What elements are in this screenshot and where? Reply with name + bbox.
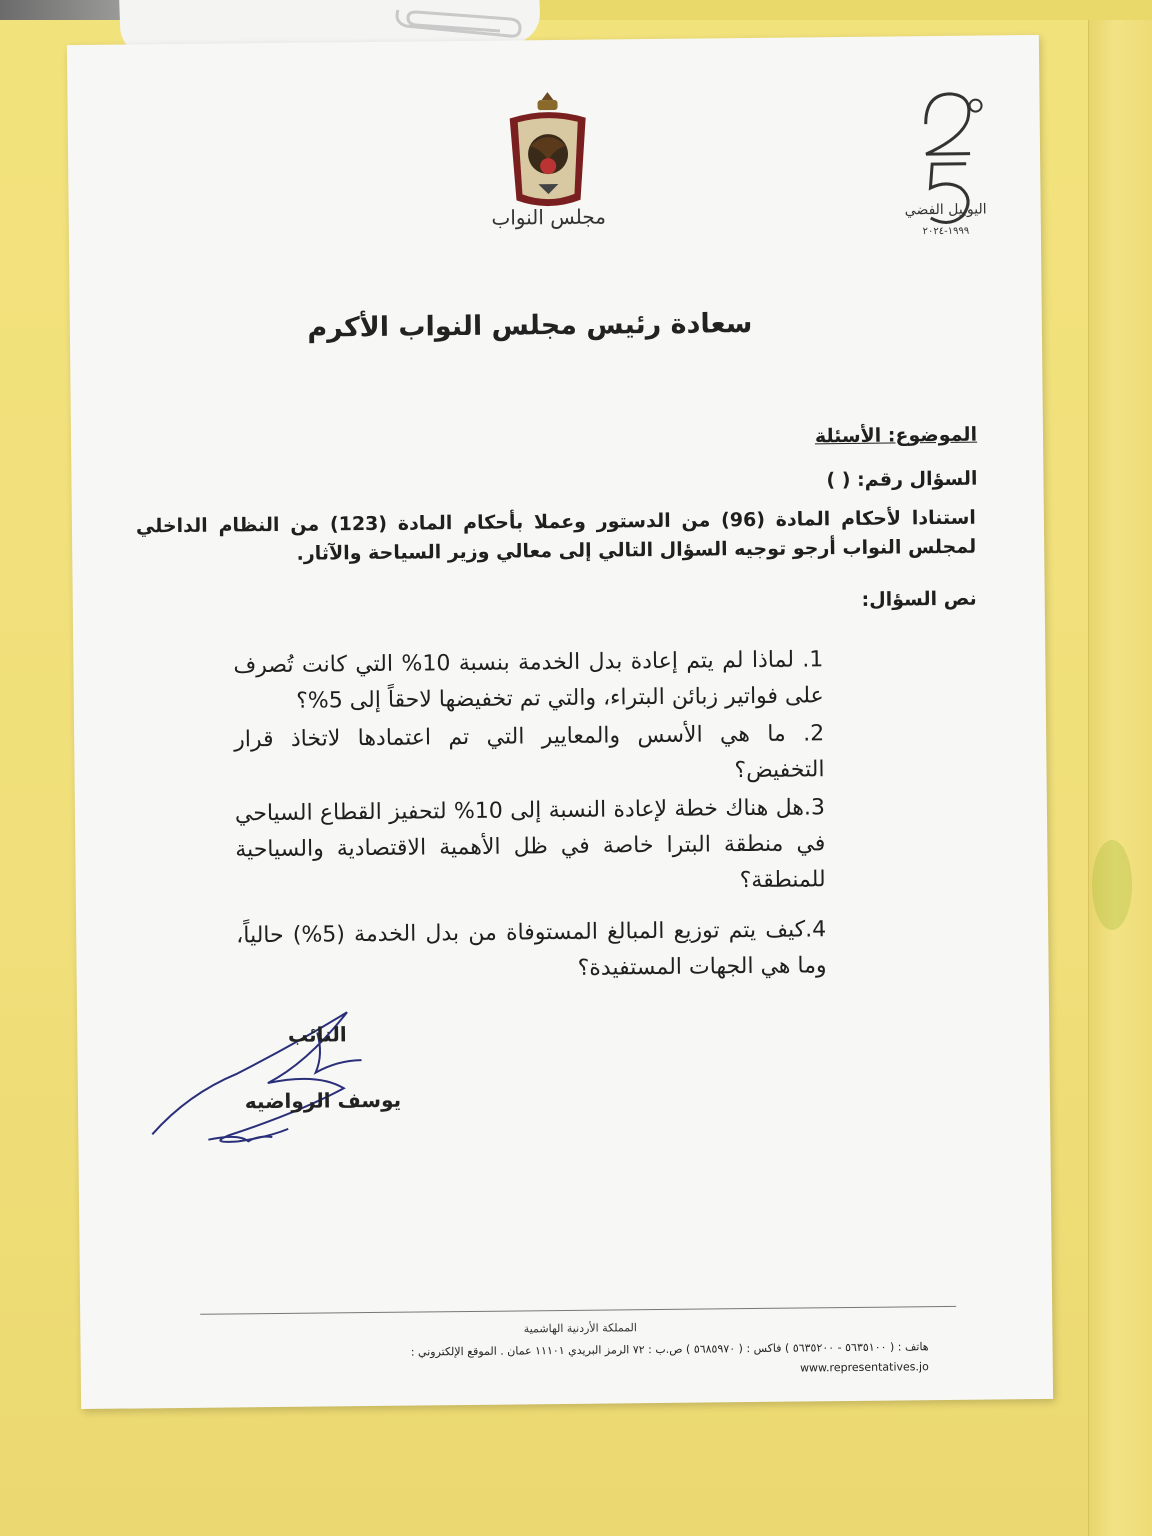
jordan-coat-of-arms-icon: [499, 88, 596, 221]
jubilee-years: ١٩٩٩-٢٠٢٤: [922, 225, 970, 238]
question-item-4: 4.كيف يتم توزيع المبالغ المستوفاة من بدل الخدمة (5%) حالياً، وما هي الجهات المستفيدة؟: [236, 917, 827, 981]
question-item-1: 1. لماذا لم يتم إعادة بدل الخدمة بنسبة 10% التي كانت تُصرف على فواتير زبائن البتراء، والتي تم تخفيضها لاحقاً إلى 5%؟: [233, 647, 824, 714]
signatory-title: النائب: [287, 1022, 347, 1047]
letter-paper: [67, 35, 1053, 1409]
questions-list: [233, 642, 827, 992]
intro-paragraph: استنادا لأحكام المادة (96) من الدستور وعملا بأحكام المادة (123) من النظام الداخلي لمجلس النواب أرجو توجيه السؤال التالي إلى معالي وزير السياحة والآثار.: [135, 506, 977, 565]
footer-website: www.representatives.jo: [799, 1360, 929, 1375]
signatory-name: يوسف الرواضيه: [244, 1087, 402, 1114]
question-item-3: 3.هل هناك خطة لإعادة النسبة إلى 10% لتحفيز القطاع السياحي في منطقة البترا خاصة في ظل الأهمية الاقتصادية والسياحية للمنطقة؟: [234, 795, 826, 894]
question-text-label: نص السؤال:: [861, 587, 977, 611]
question-item-2: 2. ما هي الأسس والمعايير التي تم اعتمادها لاتخاذ قرار التخفيض؟: [234, 721, 825, 784]
question-number-line: السؤال رقم: ( ): [826, 467, 978, 492]
paper-clip-icon: [392, 0, 524, 44]
footer-caption: المملكة الأردنية الهاشمية: [523, 1321, 638, 1336]
folder-stain: [1092, 840, 1132, 930]
footer-contact-line: هاتف : ( ٥٦٣٥١٠٠ - ٥٦٣٥٢٠٠ ) فاكس : ( ٥٦٨٥٩٧٠ ) ص.ب : ٧٢ الرمز البريدي ١١١٠١ عمان . الموقع الإلكتروني :: [410, 1340, 929, 1359]
subject-line: الموضوع: الأسئلة: [814, 423, 978, 448]
footer-divider: [200, 1306, 956, 1315]
folder-edge: [1088, 20, 1152, 1536]
salutation-heading: سعادة رئيس مجلس النواب الأكرم: [307, 307, 753, 344]
crest-caption: مجلس النواب: [491, 204, 607, 230]
jubilee-caption: اليوبيل الفضي: [904, 201, 987, 219]
